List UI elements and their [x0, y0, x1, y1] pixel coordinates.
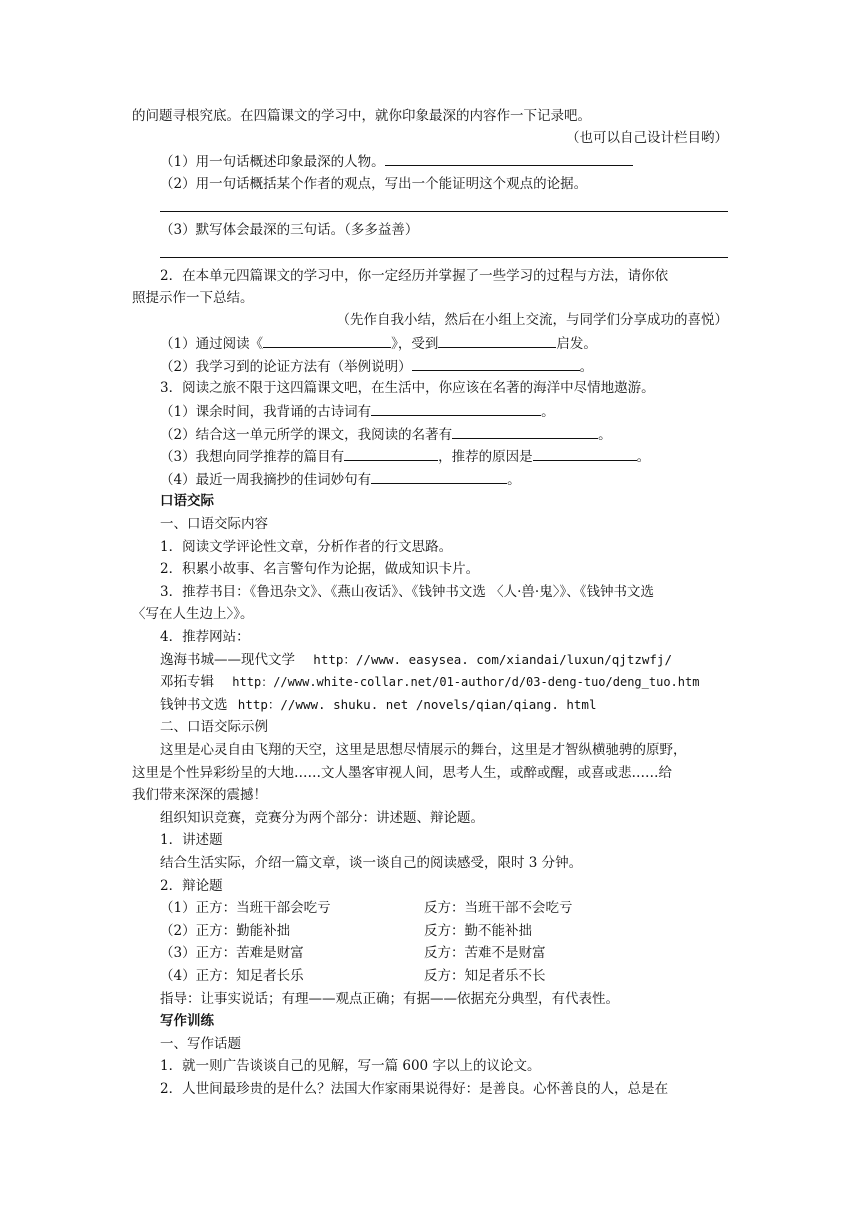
question-text: 。: [598, 427, 612, 443]
list-item: 3．推荐书目：《鲁迅杂文》、《燕山夜话》、《钱钟书文选 〈人·兽·鬼〉》、《钱钟书文选: [160, 584, 654, 600]
list-item: 2．积累小故事、名言警句作为论据，做成知识卡片。: [160, 561, 480, 577]
list-item: 〈写在人生边上〉》。: [132, 606, 254, 622]
text-line: 照提示作一下总结。: [132, 290, 254, 306]
question-text: （2）我学习到的论证方法有（举例说明）: [160, 359, 412, 375]
website-row: [160, 672, 699, 692]
debate-pro: （1）正方：当班干部会吃亏: [160, 900, 331, 916]
website-url[interactable]: http：//www. shuku. net /novels/qian/qiang. html: [237, 697, 597, 712]
text-line: （先作自我小结，然后在小组上交流，与同学们分享成功的喜悦）: [336, 312, 728, 328]
text-line: 指导：让事实说话；有理——观点正确；有据——依据充分典型，有代表性。: [160, 991, 619, 1007]
answer-blank[interactable]: [385, 151, 633, 166]
text-line: 2．在本单元四篇课文的学习中，你一定经历并掌握了一些学习的过程与方法，请你依: [160, 268, 669, 284]
website-name: 逸海书城——现代文学: [160, 652, 295, 668]
question-text: （4）最近一周我摘抄的佳词妙句有: [160, 472, 372, 488]
section-heading: 写作训练: [160, 1013, 214, 1029]
list-item: 2．人世间最珍贵的是什么？法国大作家雨果说得好：是善良。心怀善良的人，总是在: [160, 1081, 669, 1097]
question-text: 。: [636, 449, 651, 465]
question-text: 。: [579, 359, 594, 375]
debate-con: 反方：苦难不是财富: [424, 945, 546, 961]
question-line: [160, 424, 612, 445]
question-text: （1）通过阅读《: [160, 336, 264, 352]
question-line: （2）用一句话概括某个作者的观点，写出一个能证明这个观点的论据。: [160, 176, 588, 192]
answer-blank[interactable]: [263, 333, 391, 348]
list-item: 1．就一则广告谈谈自己的见解，写一篇 600 字以上的议论文。: [160, 1058, 541, 1074]
subsection-heading: 一、写作话题: [160, 1036, 241, 1052]
question-line: [160, 151, 633, 172]
question-text: 。: [541, 404, 555, 420]
debate-pro: （4）正方：知足者长乐: [160, 968, 304, 984]
answer-blank[interactable]: [371, 469, 507, 484]
answer-rule[interactable]: [160, 257, 728, 258]
question-line: [160, 401, 555, 422]
answer-blank[interactable]: [533, 446, 637, 461]
question-line: [160, 333, 597, 354]
list-item: 2．辩论题: [160, 878, 223, 894]
website-name: 邓拓专辑: [160, 674, 214, 690]
debate-pro: （3）正方：苦难是财富: [160, 945, 304, 961]
question-text: 。: [507, 472, 521, 488]
debate-con: 反方：当班干部不会吃亏: [424, 900, 573, 916]
question-text: （3）我想向同学推荐的篇目有: [160, 449, 345, 465]
text-line: 这里是个性异彩纷呈的大地……文人墨客审视人间，思考人生，或醉或醒，或喜或悲……给: [132, 765, 672, 781]
question-text: （1）课余时间，我背诵的古诗词有: [160, 404, 372, 420]
text-line: 组织知识竞赛，竞赛分为两个部分：讲述题、辩论题。: [160, 810, 484, 826]
question-line: [160, 356, 593, 377]
debate-pro: （2）正方：勤能补拙: [160, 923, 291, 939]
list-item: 1．阅读文学评论性文章，分析作者的行文思路。: [160, 539, 453, 555]
answer-rule[interactable]: [160, 211, 728, 212]
website-row: [160, 695, 596, 715]
debate-con: 反方：知足者乐不长: [424, 968, 546, 984]
question-text: 启发。: [556, 336, 597, 352]
website-url[interactable]: http：//www.white-collar.net/01-author/d/03-deng-tuo/deng_tuo.htm: [232, 675, 700, 689]
debate-con: 反方：勤不能补拙: [424, 923, 532, 939]
text-line: （也可以自己设计栏目哟）: [566, 130, 728, 146]
question-line: [160, 446, 650, 467]
question-text: 》，受到: [391, 336, 439, 352]
question-text: ，推荐的原因是: [438, 449, 533, 465]
question-text: （1）用一句话概述印象最深的人物。: [160, 154, 385, 170]
text-line: 结合生活实际，介绍一篇文章，谈一谈自己的阅读感受，限时 3 分钟。: [160, 855, 583, 871]
website-row: [160, 650, 672, 670]
website-url[interactable]: http：//www. easysea. com/xiandai/luxun/qjtzwfj/: [313, 652, 672, 667]
answer-blank[interactable]: [344, 446, 438, 461]
answer-blank[interactable]: [438, 333, 556, 348]
list-item: 4．推荐网站：: [160, 629, 250, 645]
subsection-heading: 二、口语交际示例: [160, 719, 268, 735]
website-name: 钱钟书文选: [160, 697, 228, 713]
answer-blank[interactable]: [452, 424, 598, 439]
list-item: 1．讲述题: [160, 832, 223, 848]
question-line: [160, 469, 521, 490]
answer-blank[interactable]: [412, 356, 580, 371]
text-line: 的问题寻根究底。在四篇课文的学习中，就你印象最深的内容作一下记录吧。: [132, 108, 591, 124]
text-line: 这里是心灵自由飞翔的天空，这里是思想尽情展示的舞台，这里是才智纵横驰骋的原野，: [160, 742, 687, 758]
subsection-heading: 一、口语交际内容: [160, 516, 268, 532]
section-heading: 口语交际: [160, 493, 214, 509]
answer-blank[interactable]: [371, 401, 541, 416]
text-line: 我们带来深深的震撼！: [132, 787, 267, 803]
question-text: （2）结合这一单元所学的课文，我阅读的名著有: [160, 427, 453, 443]
question-line: （3）默写体会最深的三句话。（多多益善）: [160, 222, 419, 238]
text-line: 3．阅读之旅不限于这四篇课文吧，在生活中，你应该在名著的海洋中尽情地遨游。: [160, 380, 655, 396]
